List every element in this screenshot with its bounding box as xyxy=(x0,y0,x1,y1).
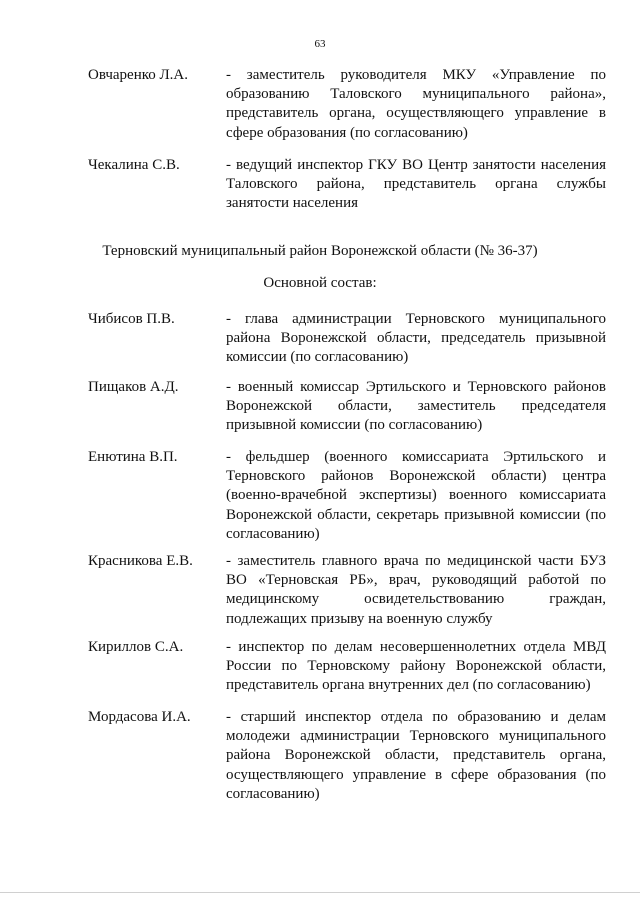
composition-heading: Основной состав: xyxy=(263,275,377,291)
page-number: 63 xyxy=(314,38,326,50)
member-name: Чекалина С.В. xyxy=(88,157,180,173)
member-description: - глава администрации Терновского муниципального района Воронежской области, председатель призывной комиссии (по согласованию) xyxy=(226,311,606,366)
member-description: - заместитель главного врача по медицинской части БУЗ ВО «Терновская РБ», врач, руководящий работой по медицинскому освидетельствованию граждан, подлежащих призыву на военную службу xyxy=(226,553,606,627)
member-name: Красникова Е.В. xyxy=(88,553,193,569)
district-heading: Терновский муниципальный район Воронежской области (№ 36-37) xyxy=(102,243,538,259)
member-name: Мордасова И.А. xyxy=(88,709,191,725)
member-description: - инспектор по делам несовершеннолетних отдела МВД России по Терновскому району Воронежской области, представитель органа внутренних дел (по согласованию) xyxy=(226,639,606,694)
member-description: - фельдшер (военного комиссариата Эртильского и Терновского районов Воронежской области) центра (военно-врачебной экспертизы) военного комиссариата Воронежской области, секретарь призывной комиссии (по согласованию) xyxy=(226,449,606,542)
page-bottom-edge xyxy=(0,892,640,893)
member-description: - заместитель руководителя МКУ «Управление по образованию Таловского муниципального района», представитель органа, осуществляющего управление в сфере образования (по согласованию) xyxy=(226,67,606,141)
member-name: Енютина В.П. xyxy=(88,449,178,465)
member-name: Пищаков А.Д. xyxy=(88,379,179,395)
member-description: - старший инспектор отдела по образованию и делам молодежи администрации Терновского муниципального района Воронежской области, представитель органа, осуществляющего управление в сфере образования (по согласованию) xyxy=(226,709,606,802)
member-name: Овчаренко Л.А. xyxy=(88,67,189,83)
member-description: - ведущий инспектор ГКУ ВО Центр занятости населения Таловского района, представитель органа службы занятости населения xyxy=(226,157,606,212)
member-name: Чибисов П.В. xyxy=(88,311,175,327)
member-description: - военный комиссар Эртильского и Терновского районов Воронежской области, заместитель председателя призывной комиссии (по согласованию) xyxy=(226,379,606,434)
member-name: Кириллов С.А. xyxy=(88,639,184,655)
